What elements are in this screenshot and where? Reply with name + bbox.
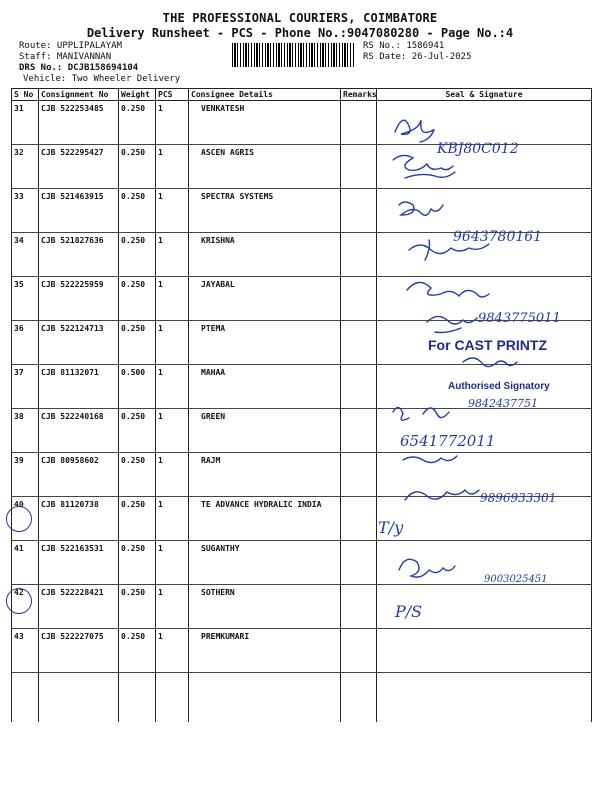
cell-sno: 42	[12, 585, 39, 629]
handwritten-phone-row36: 9843775011	[478, 311, 561, 326]
handwritten-note-row32: KBJ80C012	[437, 141, 519, 157]
cell-remarks	[341, 365, 377, 409]
handwritten-phone-row38: 9842437751	[468, 397, 538, 410]
cell-signature	[377, 629, 592, 673]
cell-weight: 0.250	[119, 145, 156, 189]
cell-weight: 0.250	[119, 497, 156, 541]
cell-remarks	[341, 497, 377, 541]
cell-sno: 37	[12, 365, 39, 409]
cell-remarks	[341, 233, 377, 277]
cell-consignment-no: CJB 522225959	[39, 277, 119, 321]
ink-circle	[6, 506, 32, 532]
cell-consignment-no: CJB 522295427	[39, 145, 119, 189]
table-row	[12, 101, 592, 145]
cell-signature	[377, 101, 592, 145]
cell-pcs: 1	[156, 101, 189, 145]
cell-remarks	[341, 277, 377, 321]
cell-pcs: 1	[156, 497, 189, 541]
cell-consignee: KRISHNA	[189, 233, 341, 277]
staff-label: Staff: MANIVANNAN	[19, 52, 112, 62]
cell-remarks	[341, 189, 377, 233]
cell-pcs: 1	[156, 189, 189, 233]
col-seal-signature: Seal & Signature	[377, 89, 592, 101]
table-row	[12, 189, 592, 233]
cell-consignment-no: CJB 80958602	[39, 453, 119, 497]
cell-sno: 39	[12, 453, 39, 497]
cell-consignment-no: CJB 522228421	[39, 585, 119, 629]
col-consignment-no: Consignment No	[39, 89, 119, 101]
cell-remarks	[341, 585, 377, 629]
table-row	[12, 453, 592, 497]
handwritten-phone-row34: 9643780161	[453, 229, 543, 245]
drs-number: DRS No.: DCJB158694104	[19, 63, 139, 73]
cell-sno: 35	[12, 277, 39, 321]
cell-consignment-no: CJB 522124713	[39, 321, 119, 365]
cell-pcs: 1	[156, 365, 189, 409]
route-label: Route: UPPLIPALAYAM	[19, 41, 122, 51]
cell-pcs: 1	[156, 277, 189, 321]
col-weight: Weight	[119, 89, 156, 101]
cell-remarks	[341, 541, 377, 585]
cell-consignment-no: CJB 522163531	[39, 541, 119, 585]
rs-date: RS Date: 26-Jul-2025	[363, 52, 472, 62]
ink-circle	[6, 588, 32, 614]
cell-weight: 0.250	[119, 409, 156, 453]
cell-signature	[377, 189, 592, 233]
cell-consignee: TE ADVANCE HYDRALIC INDIA	[189, 497, 341, 541]
cell-sno: 32	[12, 145, 39, 189]
cell-consignment-no: CJB 522240168	[39, 409, 119, 453]
cell-remarks	[341, 453, 377, 497]
col-pcs: PCS	[156, 89, 189, 101]
cell-consignee: GREEN	[189, 409, 341, 453]
cell-signature	[377, 453, 592, 497]
cell-pcs: 1	[156, 585, 189, 629]
cell-remarks	[341, 145, 377, 189]
table-row	[12, 629, 592, 673]
handwritten-phone-row39: 6541772011	[400, 432, 496, 450]
cell-pcs: 1	[156, 409, 189, 453]
col-sno: S No	[12, 89, 39, 101]
cell-consignment-no: CJB 521463915	[39, 189, 119, 233]
cell-consignee: MAHAA	[189, 365, 341, 409]
barcode	[232, 43, 354, 67]
handwritten-note-row41: T/y	[378, 518, 404, 537]
cell-consignment-no: CJB 81120738	[39, 497, 119, 541]
table-row	[12, 585, 592, 629]
company-seal-name: For CAST PRINTZ	[428, 337, 547, 353]
cell-consignee: RAJM	[189, 453, 341, 497]
cell-weight: 0.250	[119, 629, 156, 673]
cell-pcs: 1	[156, 629, 189, 673]
handwritten-phone-row43: 9003025451	[484, 574, 548, 585]
cell-sno: 41	[12, 541, 39, 585]
cell-pcs: 1	[156, 233, 189, 277]
cell-weight: 0.250	[119, 277, 156, 321]
cell-weight: 0.500	[119, 365, 156, 409]
cell-sno: 40	[12, 497, 39, 541]
cell-consignee: SPECTRA SYSTEMS	[189, 189, 341, 233]
cell-consignee: ASCEN AGRIS	[189, 145, 341, 189]
cell-pcs: 1	[156, 541, 189, 585]
cell-consignment-no: CJB 521827636	[39, 233, 119, 277]
rs-number: RS No.: 1586941	[363, 41, 445, 51]
cell-sno: 38	[12, 409, 39, 453]
cell-consignee: PTEMA	[189, 321, 341, 365]
cell-sno: 36	[12, 321, 39, 365]
company-title: THE PROFESSIONAL COURIERS, COIMBATORE	[162, 11, 438, 25]
cell-consignment-no: CJB 522227075	[39, 629, 119, 673]
cell-sno: 31	[12, 101, 39, 145]
cell-consignment-no: CJB 81132071	[39, 365, 119, 409]
cell-remarks	[341, 101, 377, 145]
cell-remarks	[341, 629, 377, 673]
cell-sno: 43	[12, 629, 39, 673]
cell-weight: 0.250	[119, 189, 156, 233]
cell-consignment-no: CJB 522253485	[39, 101, 119, 145]
cell-consignee: JAYABAL	[189, 277, 341, 321]
company-seal-signatory: Authorised Signatory	[448, 381, 550, 392]
cell-weight: 0.250	[119, 585, 156, 629]
cell-weight: 0.250	[119, 233, 156, 277]
col-remarks: Remarks	[341, 89, 377, 101]
table-header-row	[12, 89, 592, 101]
col-consignee-details: Consignee Details	[189, 89, 341, 101]
cell-weight: 0.250	[119, 321, 156, 365]
table-row	[12, 409, 592, 453]
cell-sno: 33	[12, 189, 39, 233]
vehicle-label: Vehicle: Two Wheeler Delivery	[23, 74, 181, 84]
cell-consignee: SOTHERN	[189, 585, 341, 629]
cell-consignee: PREMKUMARI	[189, 629, 341, 673]
handwritten-phone-row40: 9896933301	[480, 491, 557, 505]
cell-remarks	[341, 409, 377, 453]
cell-weight: 0.250	[119, 453, 156, 497]
handwritten-note-row43: P/S	[395, 602, 423, 621]
cell-consignee: VENKATESH	[189, 101, 341, 145]
empty-row	[12, 673, 592, 723]
runsheet-subtitle: Delivery Runsheet - PCS - Phone No.:9047080280 - Page No.:4	[86, 26, 514, 40]
cell-pcs: 1	[156, 145, 189, 189]
cell-pcs: 1	[156, 453, 189, 497]
cell-weight: 0.250	[119, 101, 156, 145]
cell-sno: 34	[12, 233, 39, 277]
cell-consignee: SUGANTHY	[189, 541, 341, 585]
cell-pcs: 1	[156, 321, 189, 365]
cell-remarks	[341, 321, 377, 365]
cell-weight: 0.250	[119, 541, 156, 585]
